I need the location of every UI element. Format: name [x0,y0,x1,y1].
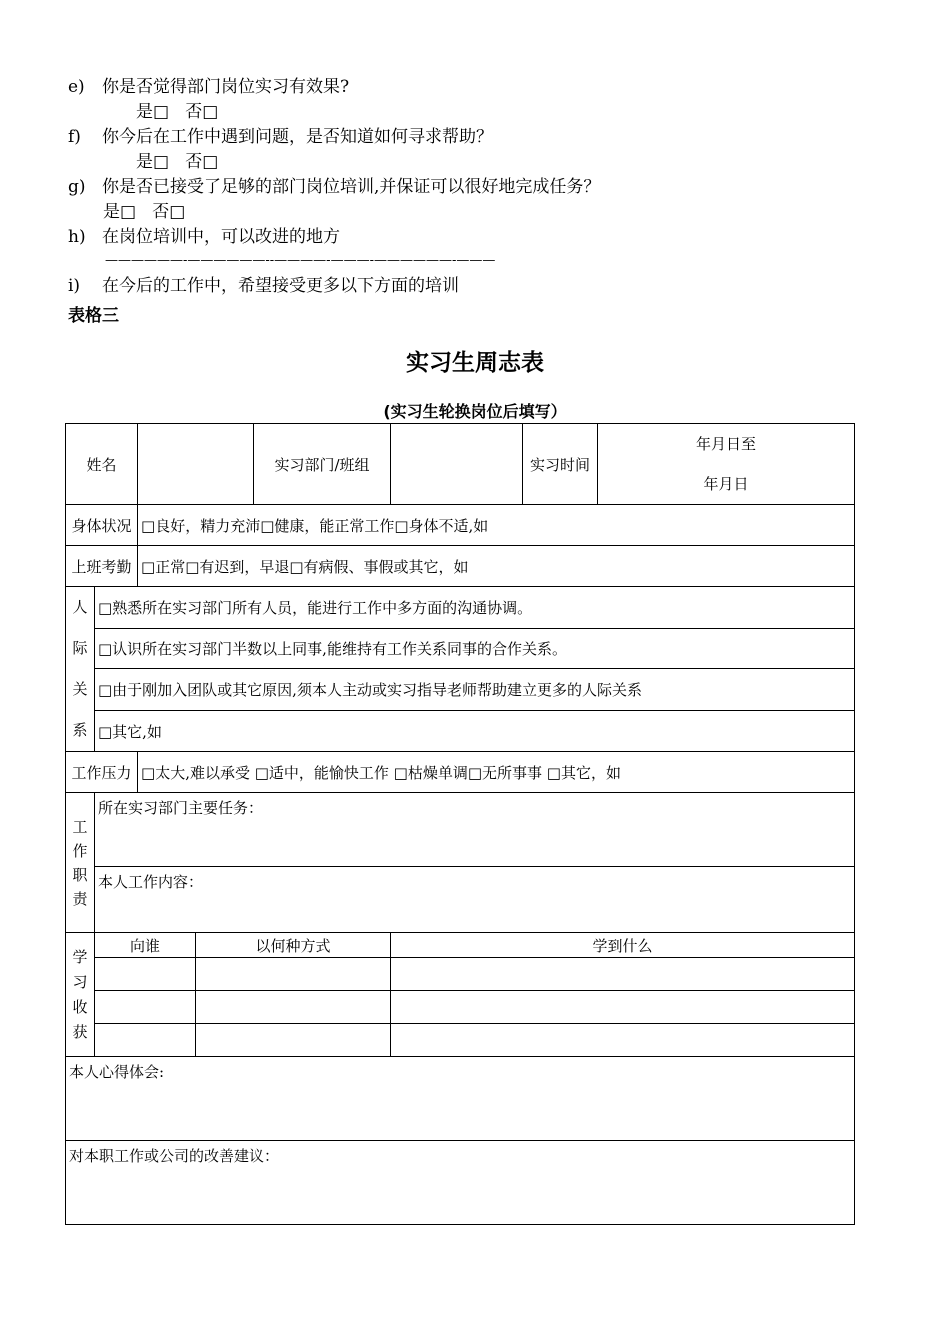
learn-header-what: 学到什么 [391,933,855,958]
learn-cell[interactable] [95,1024,196,1057]
learn-cell[interactable] [391,958,855,991]
learn-cell[interactable] [196,1024,391,1057]
yes-checkbox[interactable]: 是□ [103,202,137,222]
question-g [68,176,600,198]
form-title: 实习生周志表 [406,350,544,376]
learn-cell[interactable] [391,991,855,1024]
learn-header-who: 向谁 [95,933,196,958]
relations-option[interactable]: □熟悉所在实习部门所有人员，能进行工作中多方面的沟通协调。 [95,587,855,629]
reflection-field[interactable]: 本人心得体会: [66,1057,855,1141]
pressure-label: 工作压力 [66,752,138,793]
time-from: 年月日至 [696,435,757,453]
learn-header-method: 以何种方式 [196,933,391,958]
attendance-label: 上班考勤 [66,546,138,587]
dept-label: 实习部门/班组 [254,424,391,505]
yes-checkbox[interactable]: 是□ [136,102,170,122]
no-checkbox[interactable]: 否□ [152,202,186,222]
time-field[interactable] [598,424,855,505]
health-options[interactable]: □良好，精力充沛□健康，能正常工作□身体不适,如 [138,505,855,546]
question-f-answers [136,151,218,173]
question-text: 在今后的工作中，希望接受更多以下方面的培训 [102,276,459,296]
duty-tasks-field[interactable]: 所在实习部门主要任务： [95,793,855,867]
question-text: 你今后在工作中遇到问题，是否知道如何寻求帮助？ [102,127,493,147]
duty-label: 工 作 职 责 [66,793,95,933]
question-label: f) [68,127,81,147]
question-f [68,126,493,148]
learn-cell[interactable] [391,1024,855,1057]
learn-cell[interactable] [196,958,391,991]
form-subtitle: (实习生轮换岗位后填写） [383,402,567,421]
question-i [68,275,459,297]
question-text: 你是否觉得部门岗位实习有效果? [102,77,350,97]
question-label: i) [68,276,81,296]
question-label: h) [68,227,86,247]
relations-option[interactable]: □认识所在实习部门半数以上同事,能维持有工作关系同事的合作关系。 [95,628,855,669]
relations-option[interactable]: □其它,如 [95,711,855,752]
question-label: g) [68,177,86,197]
time-label: 实习时间 [523,424,598,505]
health-label: 身体状况 [66,505,138,546]
time-to: 年月日 [703,475,749,493]
form-label: 表格三 [68,306,119,326]
name-field[interactable] [138,424,254,505]
question-e-answers [136,101,218,123]
dept-field[interactable] [391,424,523,505]
name-label: 姓名 [66,424,138,505]
yes-checkbox[interactable]: 是□ [136,152,170,172]
question-h [68,226,340,248]
learn-cell[interactable] [196,991,391,1024]
no-checkbox[interactable]: 否□ [185,102,219,122]
relations-label: 人 际 关 系 [66,587,95,752]
learn-cell[interactable] [95,958,196,991]
learn-cell[interactable] [95,991,196,1024]
question-label: e) [68,77,85,97]
pressure-options[interactable]: □太大,难以承受 □适中，能愉快工作 □枯燥单调□无所事事 □其它，如 [138,752,855,793]
question-text: 在岗位培训中，可以改进的地方 [102,227,340,247]
question-text: 你是否已接受了足够的部门岗位培训,并保证可以很好地完成任务？ [102,177,601,197]
relations-option[interactable]: □由于刚加入团队或其它原因,须本人主动或实习指导老师帮助建立更多的人际关系 [95,669,855,711]
weekly-log-table [65,423,855,1225]
duty-content-field[interactable]: 本人工作内容： [95,867,855,933]
attendance-options[interactable]: □正常□有迟到，早退□有病假、事假或其它，如 [138,546,855,587]
learn-label: 学 习 收 获 [66,933,95,1057]
no-checkbox[interactable]: 否□ [185,152,219,172]
question-g-answers [103,201,185,223]
answer-line[interactable]: ——————-——————--————-———-——————-——— [105,253,496,268]
suggestions-field[interactable]: 对本职工作或公司的改善建议： [66,1141,855,1225]
question-e [68,76,349,98]
